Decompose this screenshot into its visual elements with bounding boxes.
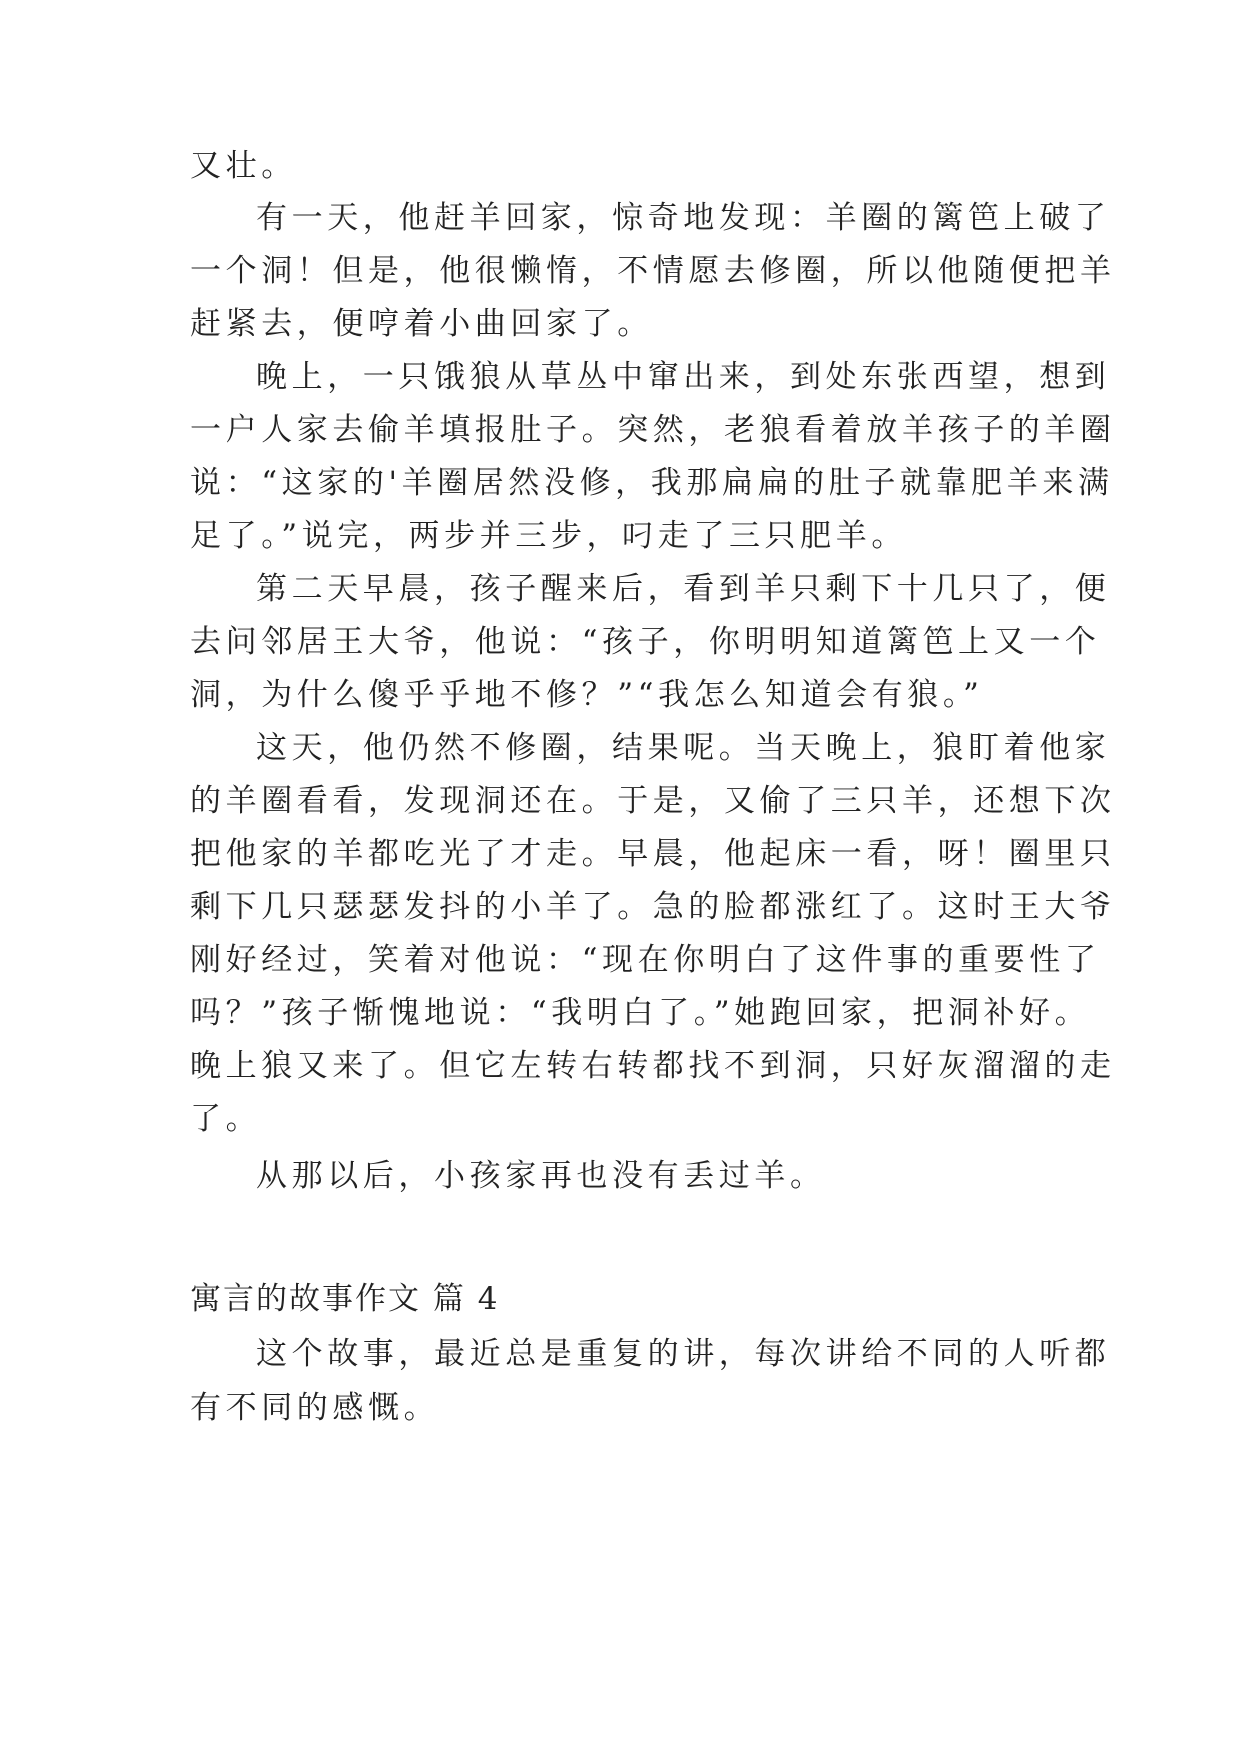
- paragraph-3-line-3: 说：“这家的'羊圈居然没修，我那扁扁的肚子就靠肥羊来满: [190, 465, 1114, 501]
- paragraph-4-line-2: 去问邻居王大爷，他说：“孩子，你明明知道篱笆上又一个: [190, 624, 1101, 660]
- paragraph-5-line-8: 了。: [190, 1101, 262, 1137]
- paragraph-6-line-1: 从那以后，小孩家再也没有丢过羊。: [256, 1158, 826, 1194]
- paragraph-2-line-3: 赶紧去，便哼着小曲回家了。: [190, 306, 653, 342]
- paragraph-4-line-3: 洞，为什么傻乎乎地不修？”“我怎么知道会有狼。”: [190, 677, 984, 713]
- section-title: 寓言的故事作文 篇 4: [190, 1281, 500, 1317]
- paragraph-2-line-2: 一个洞！但是，他很懒惰，不情愿去修圈，所以他随便把羊: [190, 253, 1116, 289]
- section-paragraph-line-1: 这个故事，最近总是重复的讲，每次讲给不同的人听都: [256, 1336, 1111, 1372]
- paragraph-3-line-4: 足了。”说完，两步并三步，叼走了三只肥羊。: [190, 518, 907, 554]
- paragraph-2-line-1: 有一天，他赶羊回家，惊奇地发现：羊圈的篱笆上破了: [256, 200, 1111, 236]
- paragraph-5-line-1: 这天，他仍然不修圈，结果呢。当天晚上，狼盯着他家: [256, 730, 1111, 766]
- paragraph-5-line-4: 剩下几只瑟瑟发抖的小羊了。急的脸都涨红了。这时王大爷: [190, 889, 1116, 925]
- paragraph-3-line-2: 一户人家去偷羊填报肚子。突然，老狼看着放羊孩子的羊圈: [190, 412, 1116, 448]
- paragraph-5-line-3: 把他家的羊都吃光了才走。早晨，他起床一看，呀！圈里只: [190, 836, 1116, 872]
- paragraph-5-line-7: 晚上狼又来了。但它左转右转都找不到洞，只好灰溜溜的走: [190, 1048, 1116, 1084]
- paragraph-5-line-6: 吗？”孩子惭愧地说：“我明白了。”她跑回家，把洞补好。: [190, 995, 1091, 1031]
- paragraph-4-line-1: 第二天早晨，孩子醒来后，看到羊只剩下十几只了，便: [256, 571, 1111, 607]
- paragraph-5-line-5: 刚好经过，笑着对他说：“现在你明白了这件事的重要性了: [190, 942, 1101, 978]
- paragraph-3-line-1: 晚上，一只饿狼从草丛中窜出来，到处东张西望，想到: [256, 359, 1111, 395]
- paragraph-5-line-2: 的羊圈看看，发现洞还在。于是，又偷了三只羊，还想下次: [190, 783, 1116, 819]
- section-paragraph-line-2: 有不同的感慨。: [190, 1390, 440, 1426]
- paragraph-1-line-1: 又壮。: [190, 148, 297, 184]
